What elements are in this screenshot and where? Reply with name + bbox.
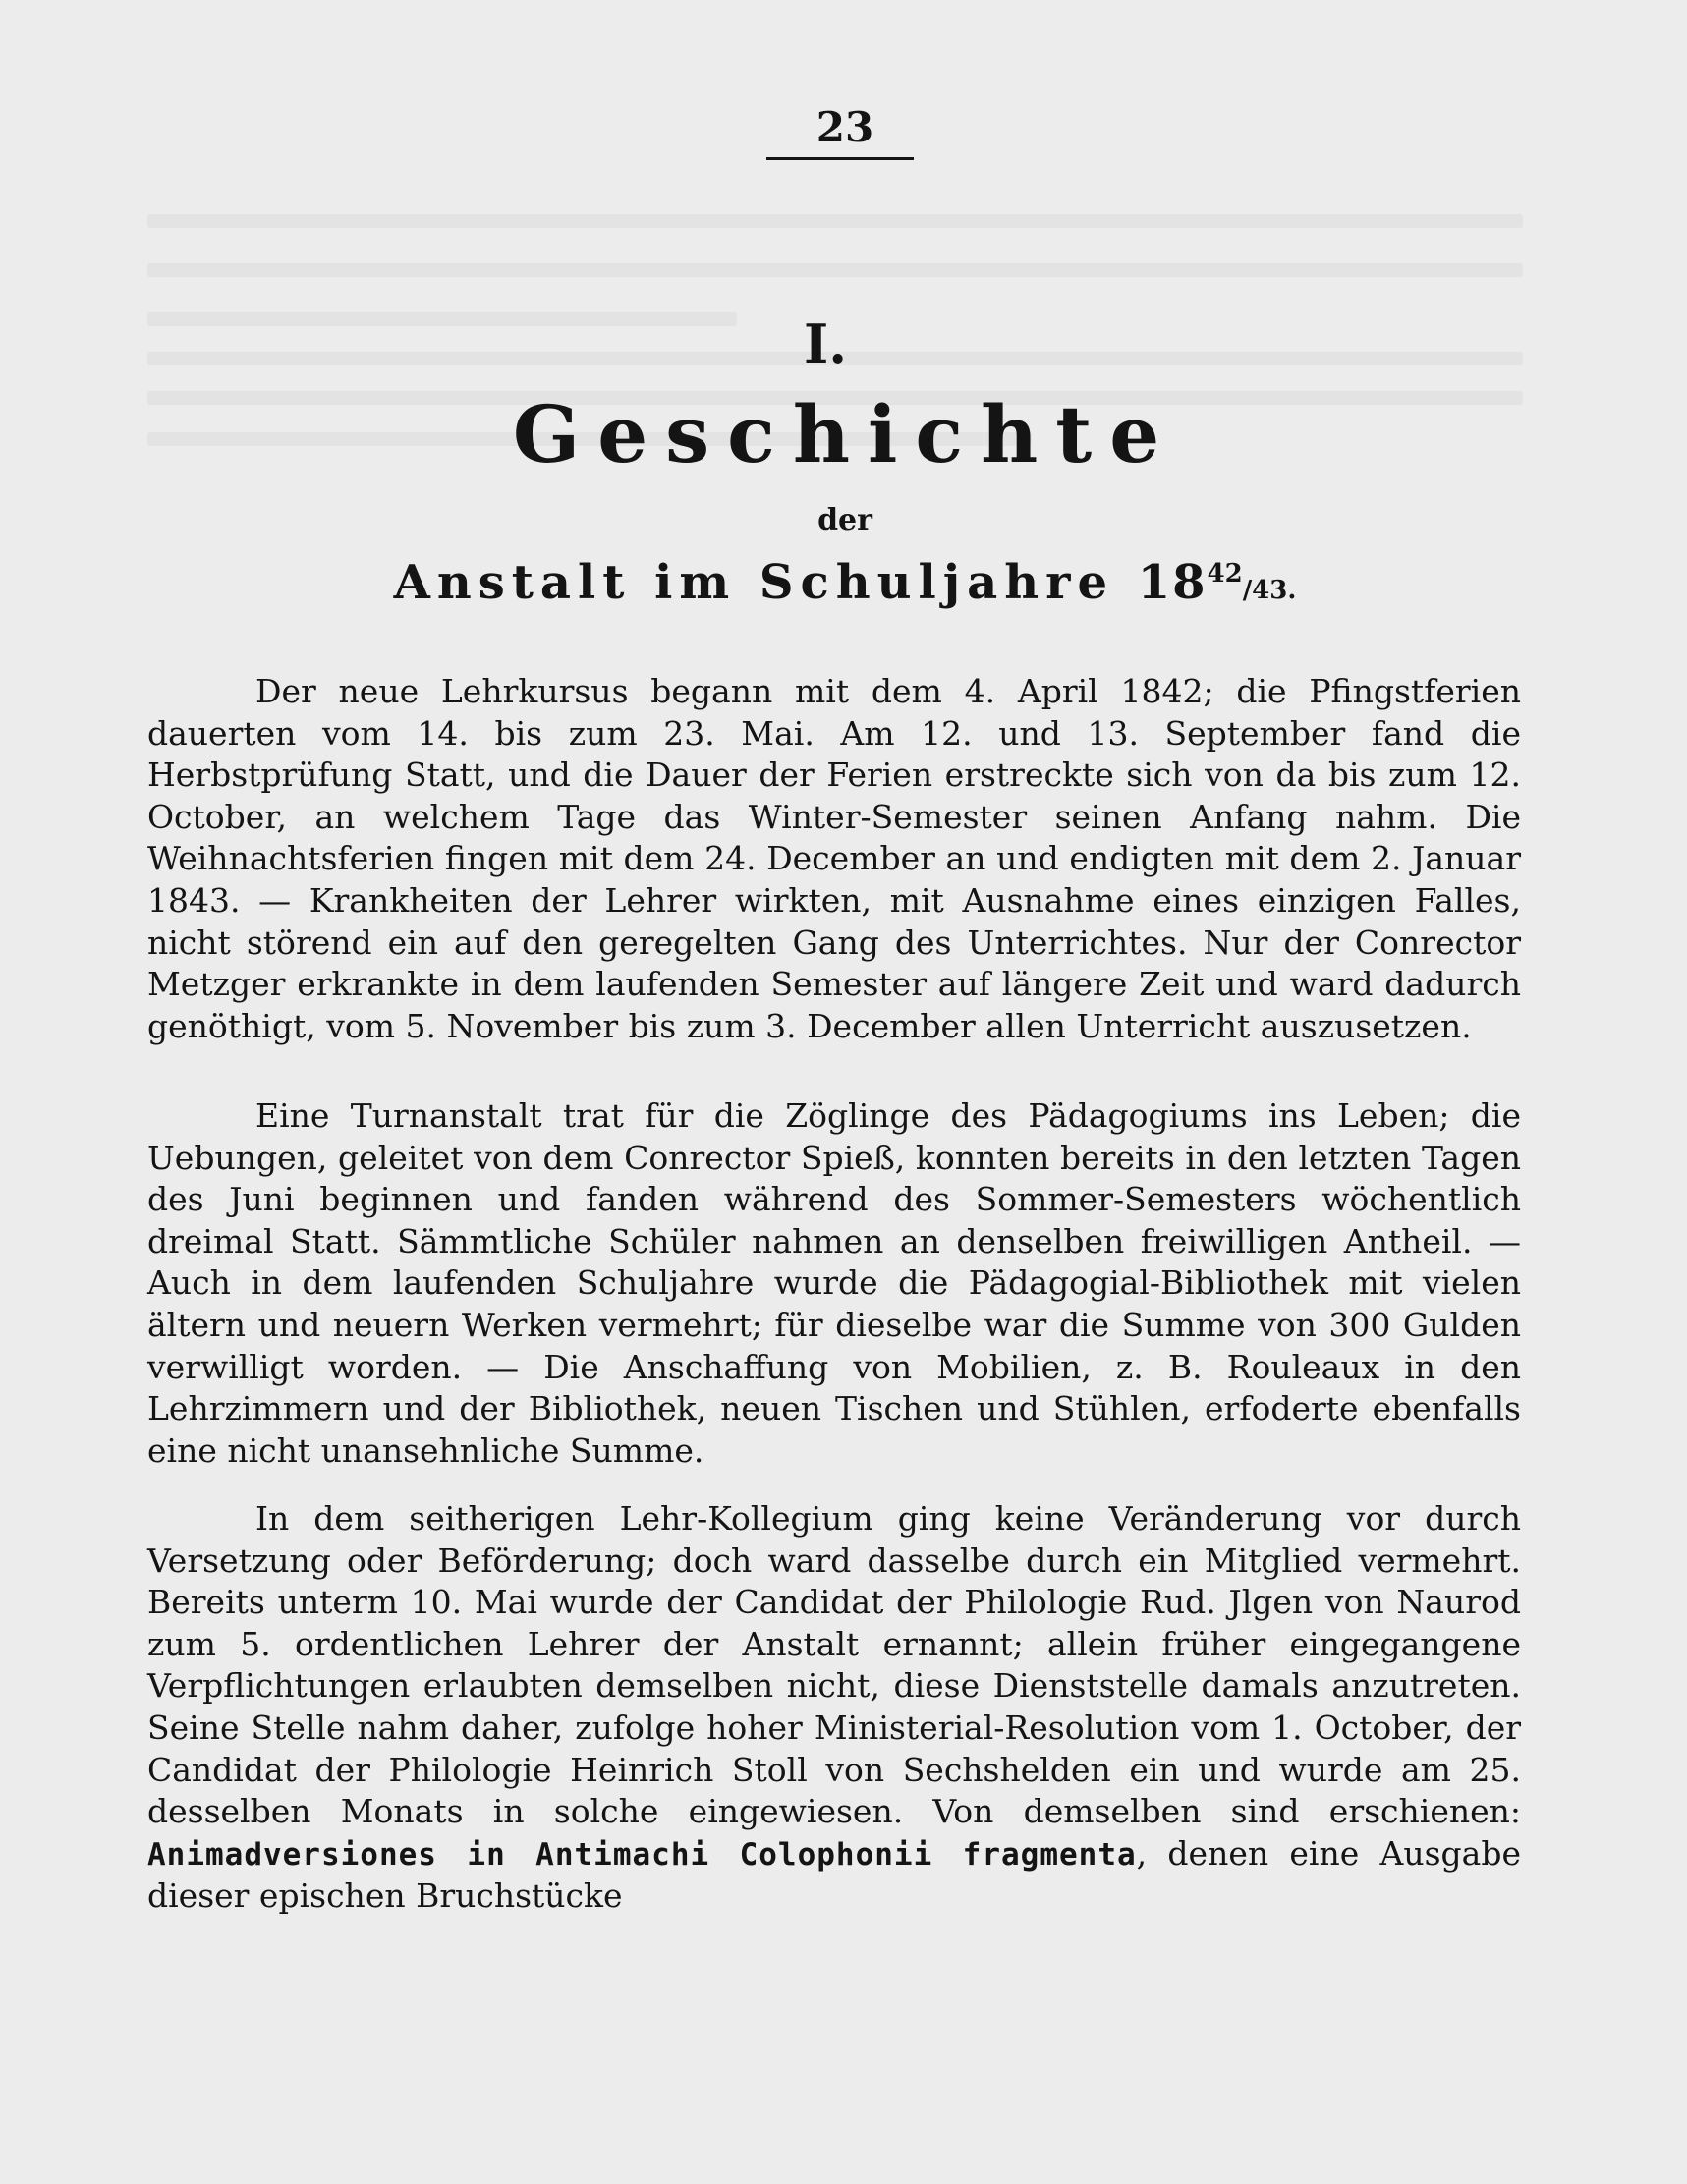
subtitle-text: Anstalt im Schuljahre [393,555,1114,610]
section-number: I. [803,312,848,375]
paragraph-2: Eine Turnanstalt trat für die Zöglinge des Pädagogiums ins Leben; die Uebungen, geleitet von dem Conrector Spieß, konnten bereits in den letzten Tagen des Juni beginnen und fanden während des Sommer-Semesters wöchentlich dreimal Statt. Sämmtliche Schüler nahmen an denselben freiwilligen Antheil. — Auch in dem laufenden Schuljahre wurde die Pädagogial-Bibliothek mit vielen ältern und neuern Werken vermehrt; für dieselbe war die Summe von 300 Gulden verwilligt worden. — Die Anschaffung von Mobilien, z. B. Rouleaux in den Lehrzimmern und der Bibliothek, neuen Tischen und Stühlen, erfoderte ebenfalls eine nicht unansehnliche Summe. [147,1096,1521,1470]
school-year-denom: /43. [1242,576,1297,605]
paragraph-3-text-before: In dem seitherigen Lehr-Kollegium ging keine Veränderung vor durch Versetzung oder Beförderung; doch ward dasselbe durch ein Mitglied vermehrt. Bereits unterm 10. Mai wurde der Candidat der Philologie Rud. Jlgen von Naurod zum 5. ordentlichen Lehrer der Anstalt ernannt; allein früher eingegangene Verpflichtungen erlaubten demselben nicht, diese Dienststelle damals anzutreten. Seine Stelle nahm daher, zufolge hoher Ministerial-Resolution vom 1. October, der Candidat der Philologie Heinrich Stoll von Sechshelden ein und wurde am 25. desselben Monats in solche eingewiesen. Von demselben sind erschienen: [147,1499,1521,1831]
page-subtitle [295,555,1395,610]
paragraph-3-text-after: , denen eine Ausgabe dieser epischen Bruchstücke [147,1833,1521,1916]
page-number-rule [766,157,914,160]
page-title: Geschichte [512,388,1178,480]
paragraph-1: Der neue Lehrkursus begann mit dem 4. April 1842; die Pfingstferien dauerten vom 14. bis zum 23. Mai. Am 12. und 13. September fand die Herbstprüfung Statt, und die Dauer der Ferien erstreckte sich von da bis zum 12. October, an welchem Tage das Winter-Semester seinen Anfang nahm. Die Weihnachtsferien fingen mit dem 24. December an und endigten mit dem 2. Januar 1843. — Krankheiten der Lehrer wirkten, mit Ausnahme eines einzigen Falles, nicht störend ein auf den geregelten Gang des Unterrichtes. Nur der Conrector Metzger erkrankte in dem laufenden Semester auf längere Zeit und ward dadurch genöthigt, vom 5. November bis zum 3. December allen Unterricht auszusetzen. [147,672,1521,1045]
bleed-through-line [147,214,1523,228]
title-connector: der [817,503,872,537]
school-year-sup: 42 [1207,559,1243,588]
paragraph-3 [147,1498,1521,1918]
work-title: Animadversiones in Antimachi Colophonii fragmenta [147,1836,1137,1873]
bleed-through-line [147,263,1523,277]
school-year [1138,555,1297,610]
school-year-base: 18 [1137,555,1208,610]
page-number: 23 [815,103,874,151]
bleed-through-line [147,312,737,326]
